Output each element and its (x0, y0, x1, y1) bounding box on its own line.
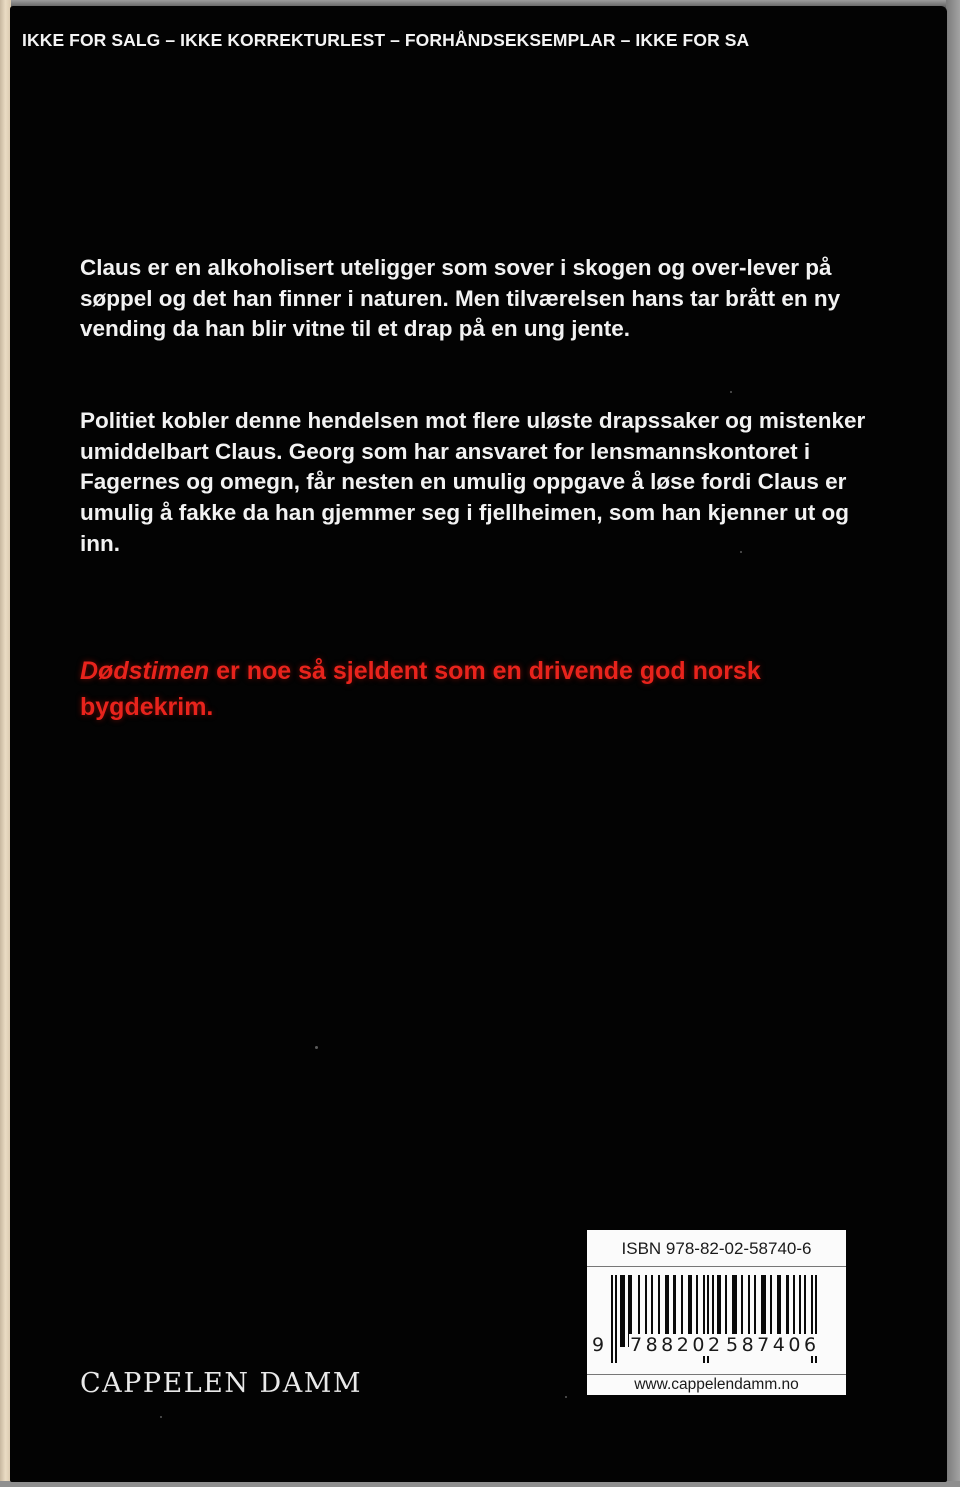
scan-speck (565, 1396, 567, 1398)
publisher-logo: CAPPELEN DAMM (80, 1368, 362, 1399)
blurb-paragraph-2 (80, 406, 880, 560)
barcode-guard-bar (615, 1275, 617, 1363)
blurb-text: Politiet kobler denne hendelsen mot flere uløste drapssaker og mistenker umiddelbart Claus. Georg som har ansvaret for lensmannskontoret i Fagernes og omegn, får nesten en umulig oppgave å løse fordi Claus er umulig å fakke da han gjemmer seg i fjellheimen, som han kjenner ut og inn. (80, 408, 866, 556)
scan-speck (160, 1416, 162, 1418)
blurb-paragraph-1 (80, 253, 880, 345)
tagline-text: er noe så sjeldent som en drivende god norsk bygdekrim. (80, 657, 761, 721)
barcode-left-digits: 788202 (630, 1334, 724, 1356)
barcode (587, 1267, 846, 1375)
scan-speck (730, 391, 732, 393)
barcode-right-digits: 587406 (726, 1334, 820, 1356)
book-title: Dødstimen (80, 657, 210, 685)
blurb-text: Claus er en alkoholisert uteligger som sover i skogen og over-lever på søppel og det han finner i naturen. Men tilværelsen hans tar brått en ny vending da han blir vitne til et drap på en ung jente. (80, 255, 841, 342)
publisher-website: www.cappelendamm.no (634, 1376, 799, 1393)
review-tagline (80, 653, 900, 725)
scan-speck (740, 551, 742, 553)
not-for-sale-banner: IKKE FOR SALG – IKKE KORREKTURLEST – FORHÅNDSEKSEMPLAR – IKKE FOR SA (22, 30, 750, 50)
scan-right-edge (946, 0, 960, 1487)
scan-speck (315, 1046, 318, 1049)
barcode-bar (620, 1275, 625, 1347)
barcode-guard-bar (611, 1275, 613, 1363)
barcode-lead-digit: 9 (592, 1334, 605, 1356)
isbn-number: ISBN 978-82-02-58740-6 (587, 1230, 846, 1267)
isbn-label (587, 1230, 846, 1395)
book-back-cover (10, 6, 947, 1482)
